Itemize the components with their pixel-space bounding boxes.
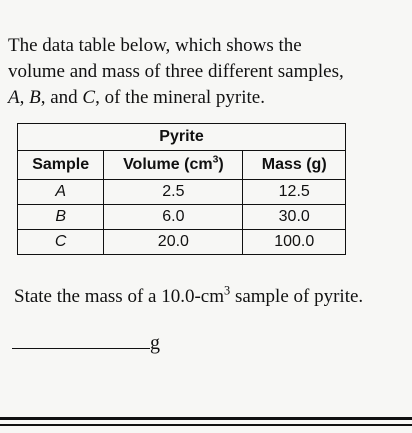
question-sup: 3 <box>224 283 231 298</box>
header-volume-close: ) <box>218 156 224 173</box>
row-b-volume: 6.0 <box>104 205 243 230</box>
row-c-sample: C <box>18 230 104 255</box>
table-caption: Pyrite <box>18 124 346 151</box>
sample-b-label: B <box>29 87 41 108</box>
question-text-end: sample of pyrite. <box>230 286 364 307</box>
answer-blank[interactable] <box>12 328 150 349</box>
header-sample: Sample <box>18 151 104 180</box>
question-text <box>14 283 364 308</box>
table-row <box>18 205 346 230</box>
row-a-sample: A <box>18 180 104 205</box>
row-c-volume: 20.0 <box>104 230 243 255</box>
header-volume <box>104 151 243 180</box>
table-header-row <box>18 151 346 180</box>
question-text-start: State the mass of a 10.0-cm <box>14 286 225 307</box>
intro-line-3 <box>8 85 406 111</box>
row-b-sample: B <box>18 205 104 230</box>
page-divider-thick <box>0 417 412 420</box>
row-a-volume: 2.5 <box>104 180 243 205</box>
intro-line-1: The data table below, which shows the <box>8 35 302 56</box>
sample-c-label: C <box>82 87 96 108</box>
header-volume-text: Volume (cm <box>123 156 213 173</box>
intro-sep-1: , <box>19 87 30 108</box>
row-a-mass: 12.5 <box>243 180 346 205</box>
intro-line-3-end: , of the mineral pyrite. <box>95 87 265 108</box>
pyrite-data-table <box>17 123 346 255</box>
sample-a-label: A <box>8 87 20 108</box>
table-caption-row <box>18 124 346 151</box>
row-c-mass: 100.0 <box>243 230 346 255</box>
answer-line <box>12 328 160 355</box>
table-row <box>18 230 346 255</box>
header-volume-sup: 3 <box>212 154 219 166</box>
intro-line-2: volume and mass of three different samples, <box>8 61 344 82</box>
table-row <box>18 180 346 205</box>
answer-unit: g <box>150 332 160 354</box>
intro-sep-2: , and <box>40 87 83 108</box>
row-b-mass: 30.0 <box>243 205 346 230</box>
intro-paragraph <box>8 33 406 111</box>
header-mass: Mass (g) <box>243 151 346 180</box>
page-divider-thin <box>0 424 412 426</box>
